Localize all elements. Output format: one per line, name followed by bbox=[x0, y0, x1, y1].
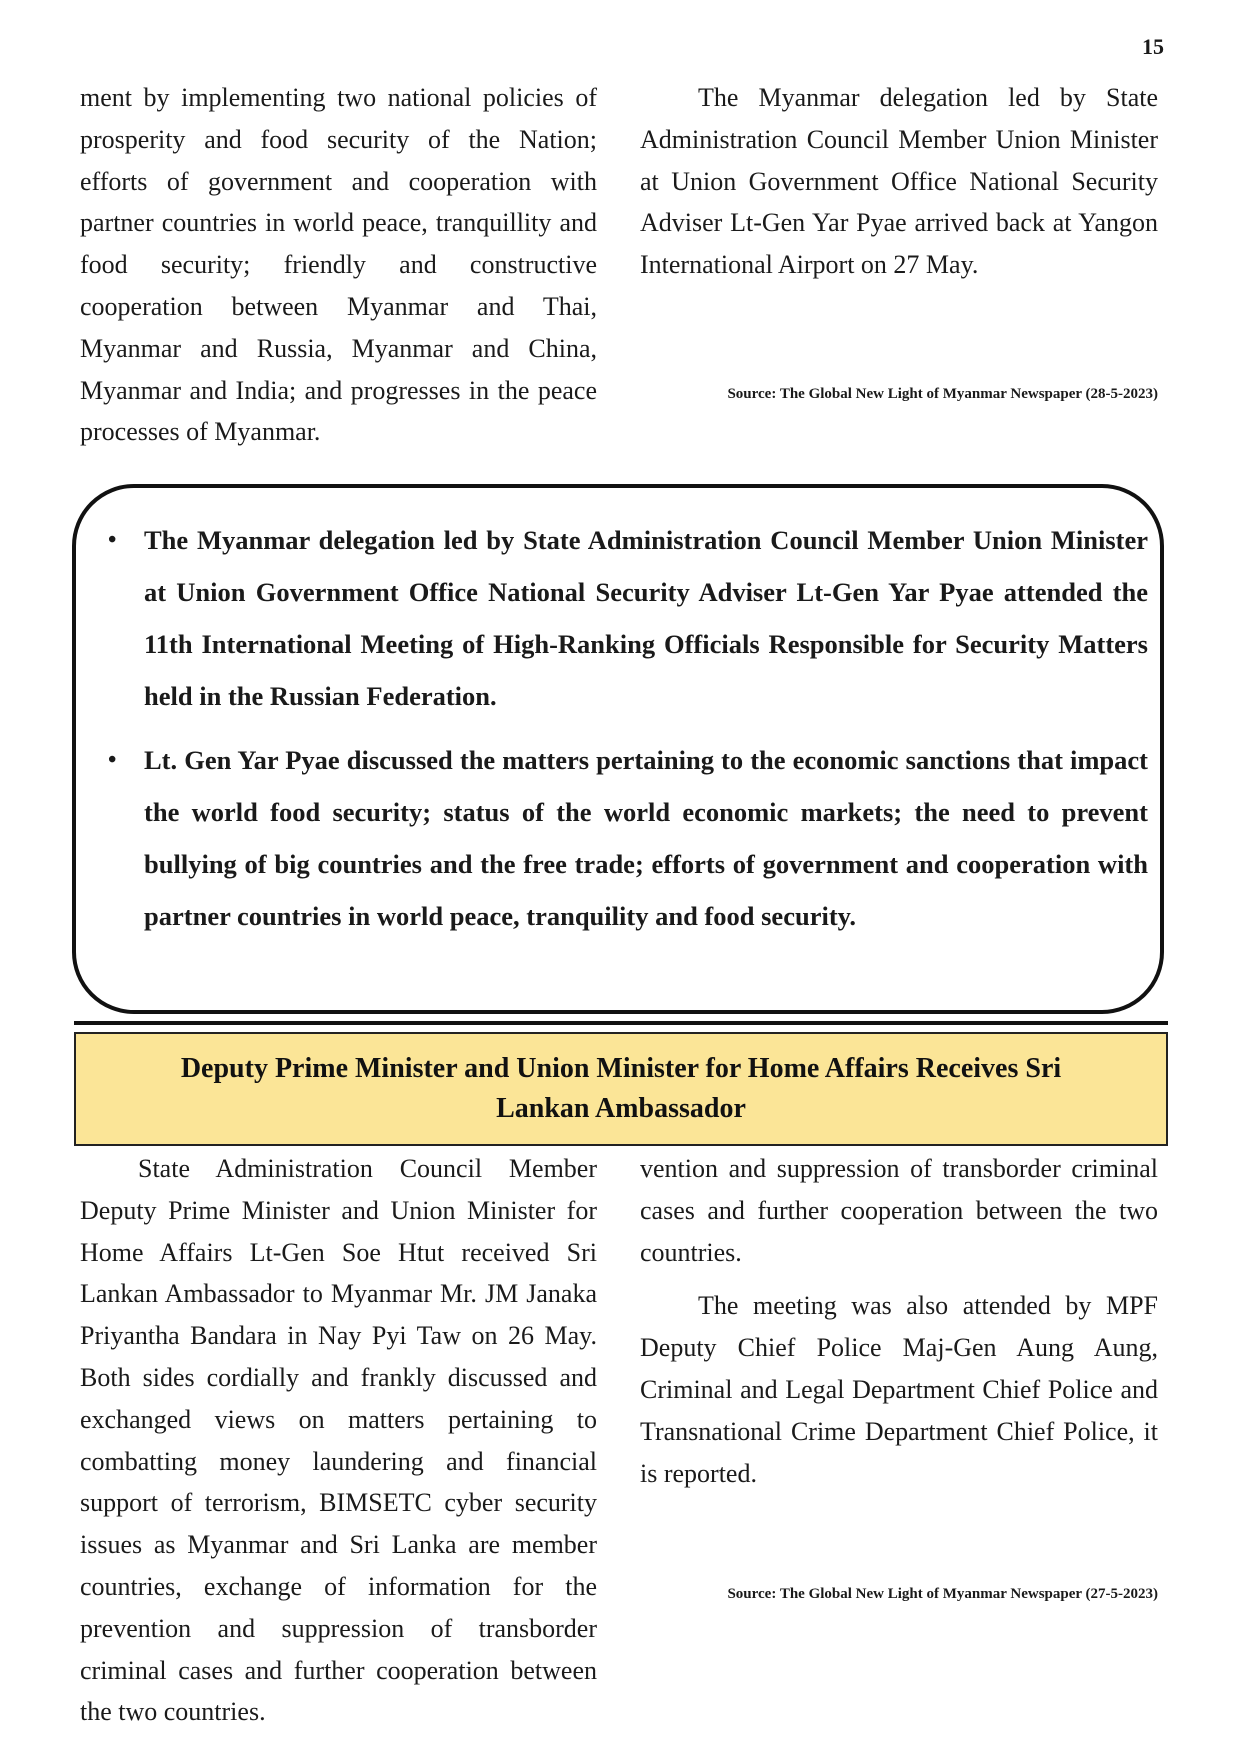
article1-source: Source: The Global New Light of Myanmar Newspaper (28-5-2023) bbox=[727, 386, 1158, 402]
summary-bullet-2 bbox=[108, 734, 1148, 942]
bullet-icon: • bbox=[108, 527, 117, 553]
page-number: 15 bbox=[1142, 34, 1164, 59]
bullet-icon: • bbox=[108, 747, 117, 773]
article1-right-column bbox=[640, 77, 1158, 286]
article1-right-text: The Myanmar delegation led by State Administration Council Member Union Minister at Union Government Office National Security Adviser Lt-Gen Yar Pyae arrived back at Yangon International Airport on 27 May. bbox=[640, 83, 1158, 280]
article1-left-column bbox=[80, 77, 597, 453]
article2-headline-box bbox=[74, 1032, 1168, 1146]
summary-bullet-2-text: Lt. Gen Yar Pyae discussed the matters pertaining to the economic sanctions that impact the world food security; status of the world economic markets; the need to prevent bullying of big countries and the free trade; efforts of government and cooperation with partner countries in world peace, tranquility and food security. bbox=[144, 745, 1148, 931]
article2-left-text: State Administration Council Member Deputy Prime Minister and Union Minister for Home Affairs Lt-Gen Soe Htut received Sri Lankan Ambassador to Myanmar Mr. JM Janaka Priyantha Bandara in Nay Pyi Taw on 26 May. Both sides cordially and frankly discussed and exchanged views on matters pertaining to combatting money laundering and financial support of terrorism, BIMSETC cyber security issues as Myanmar and Sri Lanka are member countries, exchange of information for the prevention and suppression of transborder criminal cases and further cooperation between the two countries. bbox=[80, 1154, 597, 1727]
article2-source: Source: The Global New Light of Myanmar Newspaper (27-5-2023) bbox=[727, 1586, 1158, 1602]
article2-headline: Deputy Prime Minister and Union Minister for Home Affairs Receives Sri Lankan Ambassador bbox=[180, 1053, 1062, 1124]
article2-left-column bbox=[80, 1148, 597, 1727]
summary-list bbox=[108, 514, 1148, 954]
summary-bullet-1 bbox=[108, 514, 1148, 722]
article2-right-paragraph-1: vention and suppression of transborder criminal cases and further cooperation between the two countries. bbox=[640, 1154, 1158, 1267]
section-divider bbox=[74, 1021, 1168, 1025]
summary-box bbox=[72, 484, 1164, 1014]
article2-right-paragraph-2: The meeting was also attended by MPF Deputy Chief Police Maj-Gen Aung Aung, Criminal and Legal Department Chief Police and Transnational Crime Department Chief Police, it is reported. bbox=[640, 1291, 1158, 1488]
summary-bullet-1-text: The Myanmar delegation led by State Administration Council Member Union Minister at Union Government Office National Security Adviser Lt-Gen Yar Pyae attended the 11th International Meeting of High-Ranking Officials Responsible for Security Matters held in the Russian Federation. bbox=[144, 525, 1148, 711]
article2-right-column bbox=[640, 1148, 1158, 1494]
article1-left-text: ment by implementing two national policies of prosperity and food security of the Nation; efforts of government and cooperation with partner countries in world peace, tranquillity and food security; friendly and constructive cooperation between Myanmar and Thai, Myanmar and Russia, Myanmar and China, Myanmar and India; and progresses in the peace processes of Myanmar. bbox=[80, 83, 597, 447]
